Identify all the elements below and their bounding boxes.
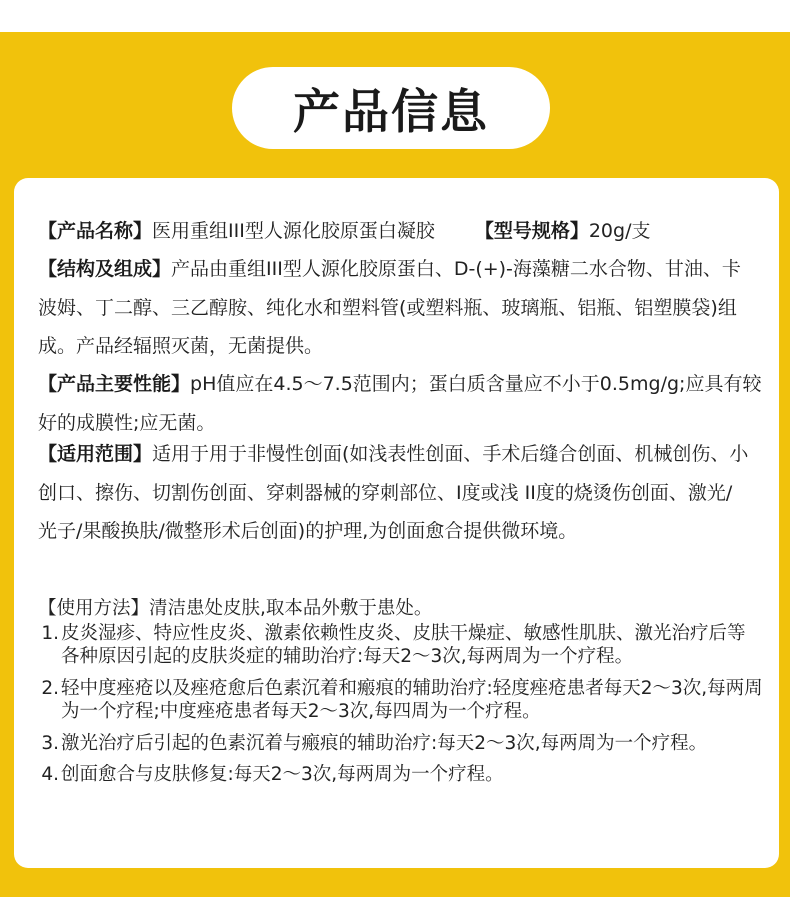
- usage-item: [38, 622, 763, 669]
- product-name-section: [38, 212, 758, 251]
- performance-label: 【产品主要性能】: [38, 373, 191, 395]
- spec-label: 【型号规格】: [474, 220, 589, 242]
- scope-text: 适用于用于非慢性创面(如浅表性创面、手术后缝合创面、机械创伤、小创口、擦伤、切割伤创面、穿刺器械的穿刺部位、I度或浅 II度的烧烫伤创面、激光/光子/果酸换肤/微整形术后创面)的护理,为创面愈合提供微环境。: [38, 443, 749, 542]
- usage-label: 【使用方法】: [38, 598, 150, 619]
- info-card: [14, 178, 779, 868]
- usage-item-text: 轻中度痤疮以及痤疮愈后色素沉着和瘢痕的辅助治疗:轻度痤疮患者每天2～3次,每两周为一个疗程;中度痤疮患者每天2～3次,每四周为一个疗程。: [61, 677, 763, 722]
- usage-item-text: 创面愈合与皮肤修复:每天2～3次,每两周为一个疗程。: [61, 764, 504, 785]
- top-band: [0, 0, 790, 32]
- composition-text: 产品由重组III型人源化胶原蛋白、D-(+)-海藻糖二水合物、甘油、卡波姆、丁二醇、三乙醇胺、纯化水和塑料管(或塑料瓶、玻璃瓶、铝瓶、铝塑膜袋)组成。产品经辐照灭菌，无菌提供。: [38, 258, 741, 357]
- usage-section: [38, 597, 763, 795]
- title-pill: [232, 67, 550, 149]
- usage-item-number: 1.: [41, 622, 59, 644]
- usage-item-text: 皮炎湿疹、特应性皮炎、激素依赖性皮炎、皮肤干燥症、敏感性肌肤、激光治疗后等各种原因引起的皮肤炎症的辅助治疗:每天2～3次,每两周为一个疗程。: [61, 622, 746, 667]
- usage-item-number: 4.: [41, 764, 59, 785]
- composition-section: [38, 250, 758, 366]
- usage-item-number: 2.: [41, 677, 59, 699]
- performance-section: [38, 365, 763, 442]
- scope-label: 【适用范围】: [38, 443, 153, 465]
- composition-label: 【结构及组成】: [38, 258, 172, 280]
- usage-item: [38, 677, 763, 724]
- usage-intro-text: 清洁患处皮肤,取本品外敷于患处。: [149, 598, 433, 619]
- usage-item: [38, 763, 763, 787]
- product-name-label: 【产品名称】: [38, 220, 153, 242]
- product-name-value: 医用重组III型人源化胶原蛋白凝胶: [152, 220, 435, 242]
- usage-intro: [38, 597, 763, 621]
- usage-item-text: 激光治疗后引起的色素沉着与瘢痕的辅助治疗:每天2～3次,每两周为一个疗程。: [61, 732, 708, 754]
- performance-text: pH值应在4.5～7.5范围内；蛋白质含量应不小于0.5mg/g;应具有较好的成膜性;应无菌。: [38, 373, 762, 434]
- scope-section: [38, 435, 750, 551]
- usage-list: [38, 622, 763, 787]
- usage-item-number: 3.: [41, 732, 59, 754]
- usage-item: [38, 732, 763, 756]
- page-title: 产品信息: [293, 84, 489, 140]
- spec-value: 20g/支: [588, 220, 651, 242]
